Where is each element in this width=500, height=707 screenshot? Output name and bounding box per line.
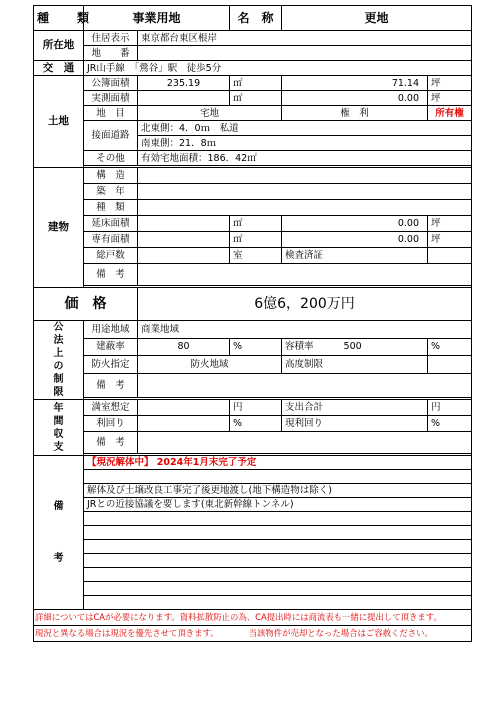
rights-value: 所有権 <box>428 106 472 121</box>
measured-area-tsubo: 0.00 <box>282 91 428 106</box>
sqm-unit: ㎡ <box>230 91 282 106</box>
building-remarks-value <box>138 264 472 286</box>
name-value: 更地 <box>282 6 472 31</box>
structure-value <box>138 168 472 184</box>
far-label <box>282 338 428 356</box>
transport-value: JR山手線 「鶯谷」駅 徒歩5分 <box>84 61 472 76</box>
private-area-sqm <box>138 232 230 248</box>
registered-area-label: 公簿面積 <box>84 76 138 91</box>
units-value <box>138 248 230 264</box>
footer-line-2b: 当該物件が売却となった場合はご容赦ください。 <box>248 628 433 638</box>
floor-area-tsubo: 0.00 <box>282 216 428 232</box>
notes-blank-7 <box>84 582 472 596</box>
measured-area-sqm <box>138 91 230 106</box>
tsubo-unit: 坪 <box>428 91 472 106</box>
zoning-label: 用途地域 <box>84 321 138 339</box>
fire-label: 防火指定 <box>84 356 138 374</box>
notes-blank-2 <box>84 512 472 526</box>
built-label: 築 年 <box>84 184 138 200</box>
road-line-2: 南東側：21．8ｍ <box>138 136 472 151</box>
expenses-yen: 円 <box>428 400 472 416</box>
height-label: 高度制限 <box>282 356 428 374</box>
income-remarks-value <box>138 432 472 454</box>
building-label: 建物 <box>34 168 84 288</box>
full-occupancy-value <box>138 400 230 416</box>
yield-percent: % <box>230 416 282 432</box>
property-table <box>33 5 472 642</box>
footer-line-2a: 現況と異なる場合は現況を優先させて頂きます。 <box>35 628 219 638</box>
far-value: 500 <box>343 341 362 353</box>
measured-area-label: 実測面積 <box>84 91 138 106</box>
tsubo-unit: 坪 <box>428 76 472 91</box>
yield-label: 利回り <box>84 416 138 432</box>
road-label: 接面道路 <box>84 121 138 151</box>
coverage-label: 建蔽率 <box>84 338 138 356</box>
sqm-unit: ㎡ <box>230 76 282 91</box>
coverage-value: 80 <box>138 338 230 356</box>
coverage-percent: % <box>230 338 282 356</box>
sqm-unit: ㎡ <box>230 216 282 232</box>
lot-value <box>138 46 472 61</box>
registered-area-tsubo: 71.14 <box>282 76 428 91</box>
other-value: 有効宅地面積：186．42㎡ <box>138 151 472 166</box>
footer-line-1: 詳細についてはCAが必要になります。資料拡散防止の為、CA提出時には商流表も一緒に提出して頂きます。 <box>34 610 472 626</box>
current-yield-percent: % <box>428 416 472 432</box>
address-value: 東京都台東区根岸 <box>138 31 472 46</box>
units-unit: 室 <box>230 248 282 264</box>
far-label-text: 容積率 <box>285 341 314 353</box>
floor-area-sqm <box>138 216 230 232</box>
floor-area-label: 延床面積 <box>84 216 138 232</box>
expenses-label: 支出合計 <box>282 400 428 416</box>
notes-blank-4 <box>84 540 472 554</box>
land-label: 土地 <box>34 76 84 168</box>
current-yield-label: 現利回り <box>282 416 428 432</box>
category-label: 地 目 <box>84 106 138 121</box>
category-value: 宅地 <box>138 106 282 121</box>
other-label: その他 <box>84 151 138 166</box>
income-label: 年 間 収 支 <box>34 400 84 456</box>
location-label: 所在地 <box>34 31 84 61</box>
footer-line-2 <box>34 626 472 642</box>
notes-label: 備 考 <box>34 456 84 610</box>
full-occupancy-label: 満室想定 <box>84 400 138 416</box>
notes-blank-1 <box>84 470 472 484</box>
regulations-remarks-label: 備 考 <box>84 373 138 397</box>
transport-label: 交 通 <box>34 61 84 76</box>
notes-line-2: 解体及び土壌改良工事完了後更地渡し(地下構造物は除く) <box>84 484 472 498</box>
address-label: 住居表示 <box>84 31 138 46</box>
built-value <box>138 184 472 200</box>
full-occupancy-yen: 円 <box>230 400 282 416</box>
private-area-label: 専有面積 <box>84 232 138 248</box>
zoning-value: 商業地域 <box>138 321 472 339</box>
road-line-1: 北東側：4．0ｍ 私道 <box>138 121 472 136</box>
notes-blank-3 <box>84 526 472 540</box>
type-label: 種 類 <box>34 6 84 31</box>
height-value <box>428 356 472 374</box>
price-label: 価 格 <box>34 288 138 321</box>
registered-area-sqm: 235.19 <box>138 76 230 91</box>
private-area-tsubo: 0.00 <box>282 232 428 248</box>
property-sheet <box>33 5 471 698</box>
tsubo-unit: 坪 <box>428 216 472 232</box>
price-value: 6億6，200万円 <box>138 288 472 321</box>
notes-line-3: JRとの近接協議を要します(東北新幹線トンネル) <box>84 498 472 512</box>
inspection-label: 検査済証 <box>282 248 428 264</box>
kind-label: 種 類 <box>84 200 138 216</box>
fire-value: 防火地域 <box>138 356 282 374</box>
notes-blank-8 <box>84 596 472 610</box>
tsubo-unit: 坪 <box>428 232 472 248</box>
name-label: 名 称 <box>230 6 282 31</box>
rights-label: 権 利 <box>282 106 428 121</box>
units-label: 総戸数 <box>84 248 138 264</box>
inspection-value <box>428 248 472 264</box>
notes-blank-5 <box>84 554 472 568</box>
building-remarks-label: 備 考 <box>84 264 138 286</box>
type-value: 事業用地 <box>84 6 230 31</box>
notes-line-1: 【現況解体中】 2024年1月末完了予定 <box>84 456 472 470</box>
structure-label: 構 造 <box>84 168 138 184</box>
sqm-unit: ㎡ <box>230 232 282 248</box>
yield-value <box>138 416 230 432</box>
kind-value <box>138 200 472 216</box>
notes-blank-6 <box>84 568 472 582</box>
far-percent: % <box>428 338 472 356</box>
regulations-label: 公 法 上 の 制 限 <box>34 321 84 400</box>
income-remarks-label: 備 考 <box>84 432 138 454</box>
lot-label: 地 番 <box>84 46 138 61</box>
regulations-remarks-value <box>138 373 472 397</box>
